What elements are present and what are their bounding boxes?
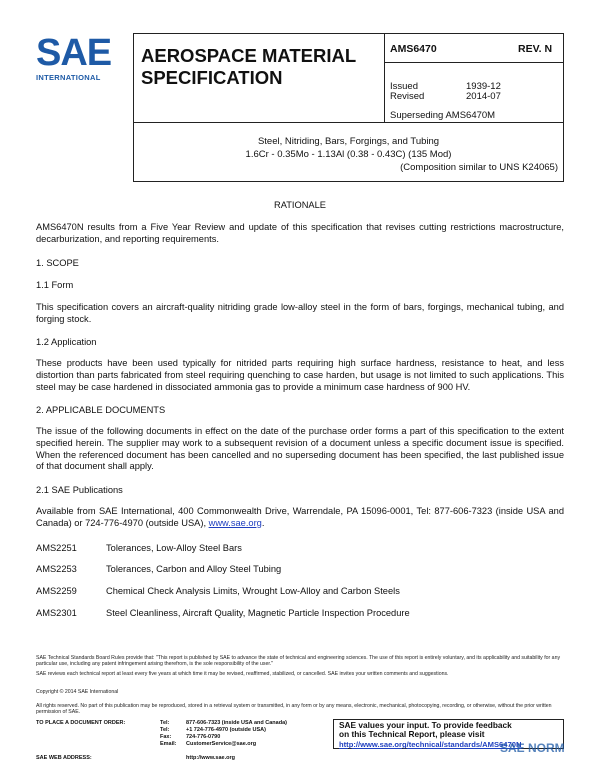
feedback-text: SAE values your input. To provide feedback on this Technical Report, please visit http://www.sae.org/technical/standards/AMS6470N: [339, 720, 522, 749]
section-1-2-heading: 1.2 Application: [36, 337, 97, 347]
footer-rights: All rights reserved. No part of this publication may be reproduced, stored in a retrieval system or transmitted, in any form or by any means, electronic, mechanical, photocopying, recording, or otherwise, without the prior written permission of SAE.: [36, 703, 552, 716]
issued-value: 1939-12: [466, 81, 501, 92]
section-1-1-text: This specification covers an aircraft-quality nitriding grade low-alloy steel in the form of bars, forgings, mechanical tubing, and forging stock.: [36, 302, 564, 324]
section-1-heading: 1. SCOPE: [36, 258, 79, 268]
revision: REV. N: [518, 43, 553, 55]
header-rule: [384, 62, 564, 63]
material-line1: Steel, Nitriding, Bars, Forgings, and Tubing: [257, 136, 440, 147]
document-type-title: AEROSPACE MATERIAL SPECIFICATION: [141, 45, 357, 88]
section-1-2-text: These products have been used typically for nitrided parts requiring high surface hardness, resistance to heat, and less distortion than parts fabricated from steel requiring quenching to case harden, but usage is not limited to such applications. This steel may be case hardened in dissociated ammonia gas to provide a minimum case hardness of 900 HV.: [36, 358, 564, 392]
fax-label: Fax:: [160, 734, 172, 740]
footer-review: SAE reviews each technical report at least every five years at which time it may be revised, reaffirmed, stabilized, or cancelled. SAE invites your written comments and suggestions.: [36, 671, 449, 677]
email-value[interactable]: CustomerService@sae.org: [186, 741, 257, 747]
section-2-1-text: Available from SAE International, 400 Commonwealth Drive, Warrendale, PA 15096-0001, Tel: 877-606-7323 (inside USA and Canada) or 724-776-4970 (outside USA), www.sae.org.: [36, 506, 564, 528]
tel-value: 877-606-7323 (inside USA and Canada): [186, 720, 287, 726]
watermark: SAE NORM: [500, 741, 565, 755]
section-1-1-heading: 1.1 Form: [36, 280, 74, 290]
revised-value: 2014-07: [466, 91, 501, 102]
email-label: Email:: [160, 741, 177, 747]
tel2-value: +1 724-776-4970 (outside USA): [186, 727, 266, 733]
footer-policy: SAE Technical Standards Board Rules provide that: "This report is published by SAE to advance the state of technical and engineering sciences. The use of this report is entirely voluntary, and its applicability and suitability for any particular use, including any patent infringement arising therefrom, is the sole responsibility of the user.": [36, 655, 561, 668]
reference-code: AMS2251: [36, 543, 77, 553]
doc-number: AMS6470: [390, 43, 437, 55]
reference-title: Chemical Check Analysis Limits, Wrought Low-Alloy and Carbon Steels: [106, 586, 400, 596]
section-2-1-heading: 2.1 SAE Publications: [36, 485, 123, 495]
reference-code: AMS2259: [36, 586, 77, 596]
section-2-heading: 2. APPLICABLE DOCUMENTS: [36, 405, 166, 415]
footer-copyright: Copyright © 2014 SAE International: [36, 689, 119, 695]
reference-title: Tolerances, Low-Alloy Steel Bars: [106, 543, 242, 553]
sae-logo: [36, 33, 126, 89]
header-divider: [384, 33, 385, 123]
reference-code: AMS2253: [36, 564, 77, 574]
web-address-label: SAE WEB ADDRESS:: [36, 755, 92, 761]
logo-subtitle: INTERNATIONAL: [36, 73, 101, 82]
fax-value: 724-776-0790: [186, 734, 221, 740]
rationale-text: AMS6470N results from a Five Year Review and update of this specification that revises cutting restrictions macrostructure, decarburization, and reporting requirements.: [36, 222, 564, 244]
superseding: Superseding AMS6470M: [390, 110, 496, 121]
tel-label: Tel:: [160, 720, 170, 726]
order-label: TO PLACE A DOCUMENT ORDER:: [36, 720, 126, 726]
material-line3: (Composition similar to UNS K24065): [400, 162, 558, 173]
rationale-heading: RATIONALE: [273, 200, 326, 210]
sae-website-link[interactable]: www.sae.org: [208, 517, 262, 528]
web-address-value[interactable]: http://www.sae.org: [186, 755, 235, 761]
logo-brand: SAE: [36, 32, 112, 74]
reference-code: AMS2301: [36, 608, 77, 618]
reference-title: Tolerances, Carbon and Alloy Steel Tubing: [106, 564, 282, 574]
tel2-label: Tel:: [160, 727, 170, 733]
revised-label: Revised: [390, 91, 425, 102]
material-line2: 1.6Cr - 0.35Mo - 1.13Al (0.38 - 0.43C) (135 Mod): [245, 149, 452, 160]
section-2-text: The issue of the following documents in effect on the date of the purchase order forms a part of this specification to the extent specified herein. The supplier may work to a subsequent revision of a document unless a specific document issue is specified. When the referenced document has been cancelled and no superseding document has been specified, the last published issue of that document shall apply.: [36, 426, 564, 472]
feedback-link[interactable]: http://www.sae.org/technical/standards/AMS6470N: [339, 739, 522, 749]
reference-title: Steel Cleanliness, Aircraft Quality, Magnetic Particle Inspection Procedure: [106, 608, 410, 618]
issued-label: Issued: [390, 81, 418, 92]
